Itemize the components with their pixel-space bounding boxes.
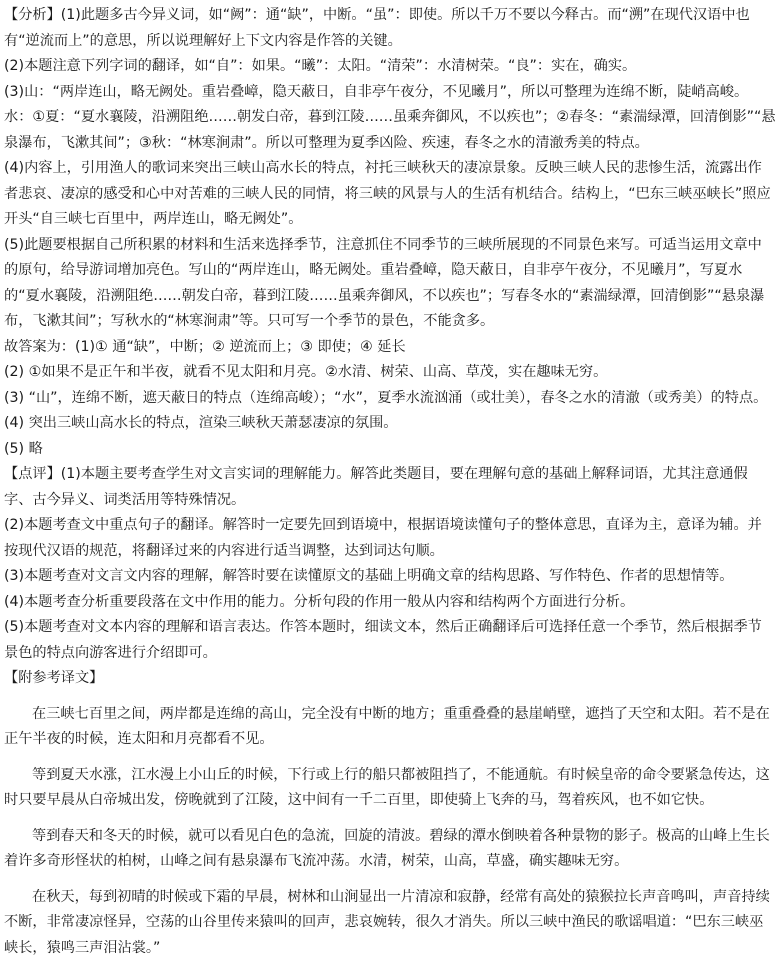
translation-heading: 【附参考译文】 — [4, 666, 776, 692]
comment-1: 【点评】(1)本题主要考查学生对文言实词的理解能力。解答此类题目，要在理解句意的基础上解释词语，尤其注意通假字、古今异义、词类活用等特殊情况。 — [4, 462, 776, 513]
comment-3: (3)本题考查对文言文内容的理解，解答时要在读懂原文的基础上明确文章的结构思路、写作特色、作者的思想情等。 — [4, 564, 776, 590]
comment-5: (5)本题考查对文本内容的理解和语言表达。作答本题时，细读文本，然后正确翻译后可选择任意一个季节，然后根据季节景色的特点向游客进行介绍即可。 — [4, 615, 776, 666]
translation-paragraph-2: 等到夏天水涨，江水漫上小山丘的时候，下行或上行的船只都被阻挡了，不能通航。有时候皇帝的命令要紧急传达，这时只要早晨从白帝城出发，傍晚就到了江陵，这中间有一千二百里，即使骑上飞奔的马，驾着疾风，也不如它快。 — [4, 763, 776, 814]
analysis-part-3: (3)山：“两岸连山，略无阙处。重岩叠嶂，隐天蔽日，自非亭午夜分，不见曦月”，所以可整理为连绵不断，陡峭高峻。水：①夏：“夏水襄陵，沿溯阻绝……朝发白帝，暮到江陵……虽乘奔御风，不以疾也”；②春冬：“素湍绿潭，回清倒影”“悬泉瀑布，飞漱其间”；③秋：“林寒涧肃”。所以可整理为夏季凶险、疾速，春冬之水的清澈秀美的特点。 — [4, 80, 776, 157]
comment-2: (2)本题考查文中重点句子的翻译。解答时一定要先回到语境中，根据语境读懂句子的整体意思，直译为主，意译为辅。并按现代汉语的规范，将翻译过来的内容进行适当调整，达到词达句顺。 — [4, 513, 776, 564]
answer-4: (4) 突出三峡山高水长的特点，渲染三峡秋天萧瑟凄凉的氛围。 — [4, 411, 776, 437]
comment-4: (4)本题考查分析重要段落在文中作用的能力。分析句段的作用一般从内容和结构两个方面进行分析。 — [4, 590, 776, 616]
answer-3: (3) “山”，连绵不断，遮天蔽日的特点（连绵高峻）；“水”，夏季水流汹涌（或壮美），春冬之水的清澈（或秀美）的特点。 — [4, 386, 776, 412]
analysis-part-4: (4)内容上，引用渔人的歌词来突出三峡山高水长的特点，衬托三峡秋天的凄凉景象。反映三峡人民的悲惨生活，流露出作者悲哀、凄凉的感受和心中对苦难的三峡人民的同情，将三峡的风景与人的生活有机结合。结构上，“巴东三峡巫峡长”照应开头“自三峡七百里中，两岸连山，略无阙处”。 — [4, 156, 776, 233]
translation-paragraph-4: 在秋天，每到初晴的时候或下霜的早晨，树林和山涧显出一片清凉和寂静，经常有高处的猿猴拉长声音鸣叫，声音持续不断，非常凄凉怪异，空荡的山谷里传来猿叫的回声，悲哀婉转，很久才消失。所以三峡中渔民的歌谣唱道：“巴东三峡巫峡长，猿鸣三声泪沾裳。” — [4, 885, 776, 961]
answer-5: (5) 略 — [4, 437, 776, 463]
analysis-part-1: 【分析】(1)此题多古今异义词，如“阙”：通“缺”，中断。“虽”：即使。所以千万不要以今释古。而“溯”在现代汉语中也有“逆流而上”的意思，所以说理解好上下文内容是作答的关键。 — [4, 3, 776, 54]
translation-paragraph-1: 在三峡七百里之间，两岸都是连绵的高山，完全没有中断的地方；重重叠叠的悬崖峭壁，遮挡了天空和太阳。若不是在正午半夜的时候，连太阳和月亮都看不见。 — [4, 702, 776, 753]
translation-paragraph-3: 等到春天和冬天的时候，就可以看见白色的急流，回旋的清波。碧绿的潭水倒映着各种景物的影子。极高的山峰上生长着许多奇形怪状的柏树，山峰之间有悬泉瀑布飞流冲荡。水清，树荣，山高，草盛，确实趣味无穷。 — [4, 824, 776, 875]
answer-2: (2) ①如果不是正午和半夜，就看不见太阳和月亮。②水清、树荣、山高、草茂，实在趣味无穷。 — [4, 360, 776, 386]
analysis-part-2: (2)本题注意下列字词的翻译，如“自”：如果。“曦”：太阳。“清荣”：水清树荣。“良”：实在，确实。 — [4, 54, 776, 80]
answer-intro: 故答案为：(1)① 通“缺”，中断；② 逆流而上；③ 即使；④ 延长 — [4, 335, 776, 361]
analysis-part-5: (5)此题要根据自己所积累的材料和生活来选择季节，注意抓住不同季节的三峡所展现的不同景色来写。可适当运用文章中的原句，给导游词增加亮色。写山的“两岸连山，略无阙处。重岩叠嶂，隐天蔽日，自非亭午夜分，不见曦月”，写夏水的“夏水襄陵，沿溯阻绝……朝发白帝，暮到江陵……虽乘奔御风，不以疾也”；写春冬水的“素湍绿潭，回清倒影”“悬泉瀑布，飞漱其间”；写秋水的“林寒涧肃”等。只可写一个季节的景色，不能贪多。 — [4, 233, 776, 335]
spacer — [4, 692, 776, 702]
